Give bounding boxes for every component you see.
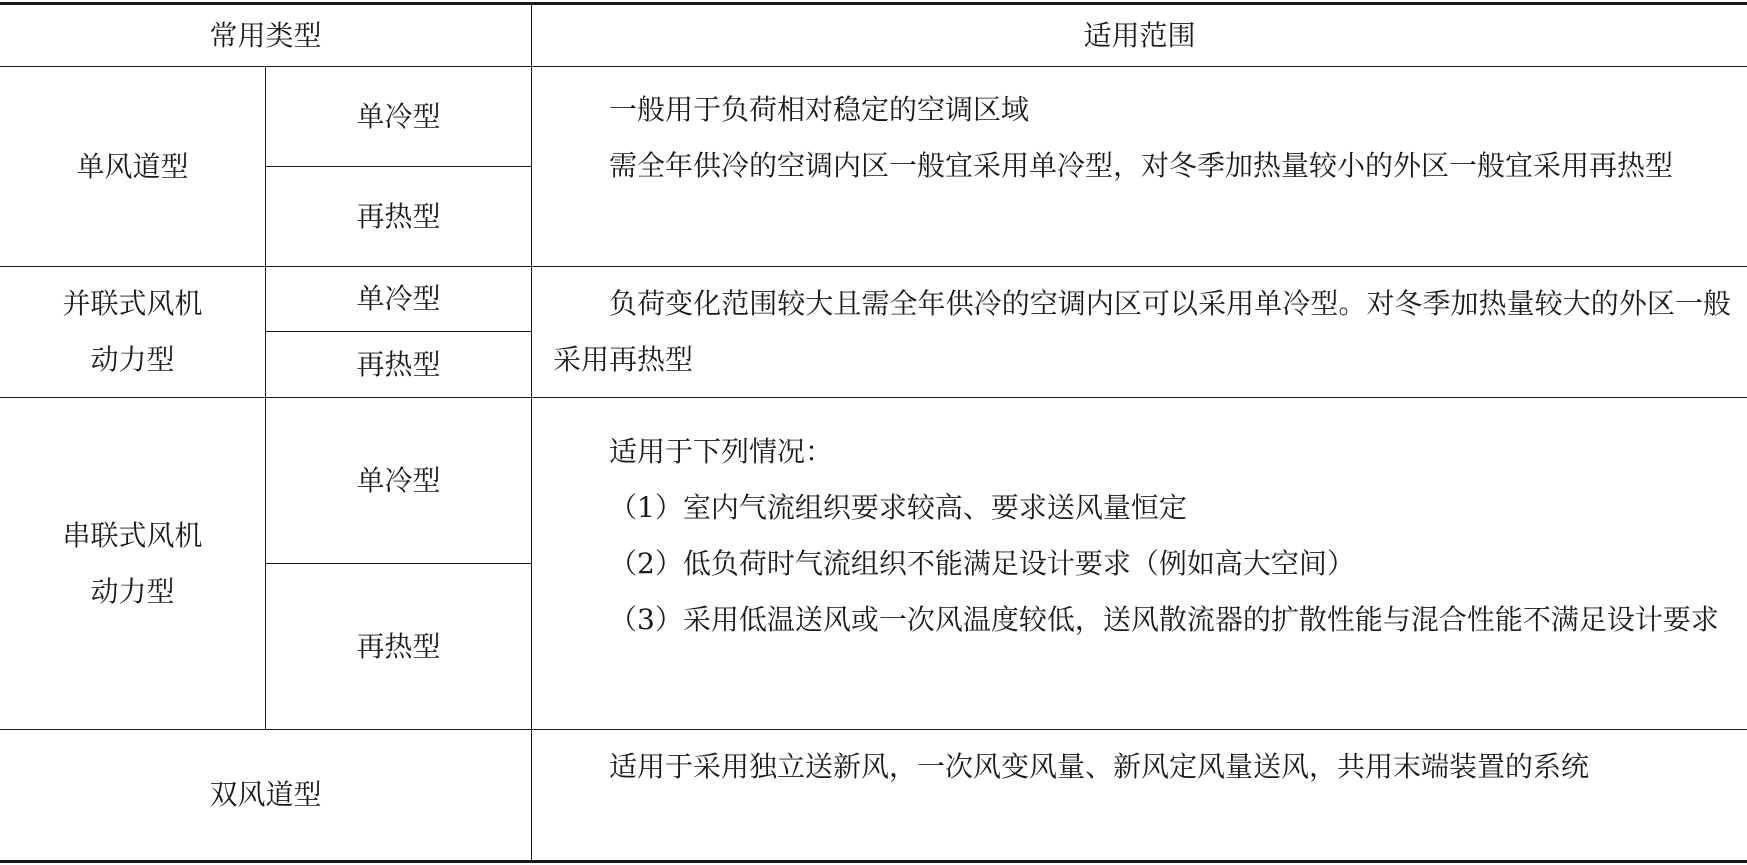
row4-scope: [553, 739, 1731, 795]
row4-scope-line-1: 适用于采用独立送新风，一次风变风量、新风定风量送风，共用末端装置的系统: [609, 750, 1590, 783]
header-scope-label: 适用范围: [1083, 18, 1196, 52]
row1-sub1-label: 单冷型: [356, 99, 441, 133]
row2-sub2-label: 再热型: [356, 347, 441, 381]
row3-scope-line-3: （2）低负荷时气流组织不能满足设计要求（例如高大空间）: [609, 547, 1355, 580]
row1-scope-line-2: 需全年供冷的空调内区一般宜采用单冷型，对冬季加热量较小的外区一般宜采用再热型: [609, 149, 1674, 182]
row2-type-line-1: 并联式风机: [62, 287, 203, 320]
row4-type: [0, 730, 531, 860]
row3-scope-line-1: 适用于下列情况：: [609, 435, 834, 468]
row1-sub2: [266, 167, 531, 266]
row3-type: [0, 398, 265, 729]
row3-scope-line-4: （3）采用低温送风或一次风温度较低，送风散流器的扩散性能与混合性能不满足设计要求: [609, 603, 1719, 636]
row1-sub1: [266, 67, 531, 166]
row3-type-line-1: 串联式风机: [62, 518, 203, 552]
row3-sub1-label: 单冷型: [356, 463, 441, 497]
row1-scope: [553, 82, 1731, 194]
row2-scope: [553, 276, 1731, 388]
row3-sub2-label: 再热型: [356, 629, 441, 663]
row3-sub1: [266, 398, 531, 563]
row1-type: [0, 67, 265, 266]
header-type-label: 常用类型: [209, 18, 322, 52]
row1-scope-line-1: 一般用于负荷相对稳定的空调区域: [609, 93, 1030, 126]
row3-sub2: [266, 564, 531, 729]
row4-type-label: 双风道型: [209, 778, 322, 811]
row1-sub2-label: 再热型: [356, 199, 441, 233]
row2-type-line-2: 动力型: [90, 343, 175, 376]
row2-sub2: [266, 332, 531, 397]
row2-scope-line-1: 负荷变化范围较大且需全年供冷的空调内区可以采用单冷型。对冬季加热量较大的外区一般采用再热型: [553, 287, 1731, 376]
row2-type: [0, 267, 265, 397]
row3-scope: [553, 424, 1731, 648]
row2-sub1: [266, 267, 531, 331]
row2-sub1-label: 单冷型: [356, 282, 441, 315]
table-bottom-rule: [0, 860, 1747, 863]
row3-scope-line-2: （1）室内气流组织要求较高、要求送风量恒定: [609, 491, 1187, 524]
scope-column-rule: [531, 2, 532, 863]
row1-type-label: 单风道型: [76, 149, 189, 183]
header-scope: [532, 5, 1747, 66]
header-type: [0, 5, 531, 66]
row3-type-line-2: 动力型: [90, 574, 175, 608]
